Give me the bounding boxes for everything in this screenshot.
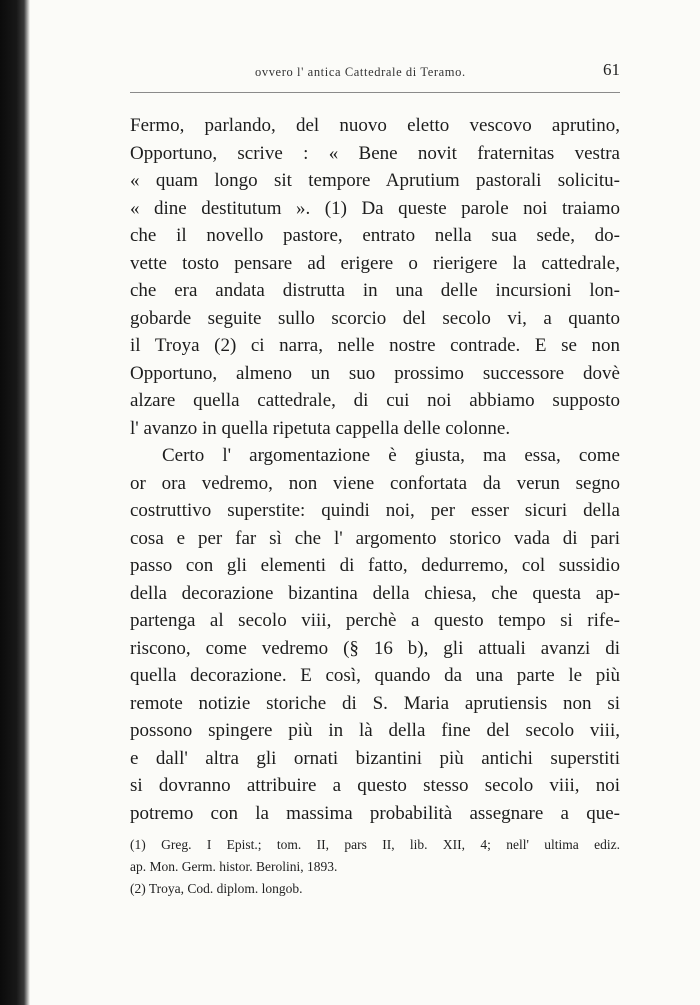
text-line: il Troya (2) ci narra, nelle nostre contrade. E se non bbox=[130, 335, 620, 356]
text-line: costruttivo superstite: quindi noi, per esser sicuri della bbox=[130, 500, 620, 521]
text-line: che era andata distrutta in una delle incursioni lon- bbox=[130, 280, 620, 301]
footnotes bbox=[130, 834, 620, 900]
header-rule bbox=[130, 92, 620, 93]
page-header bbox=[130, 60, 620, 86]
text-line: « quam longo sit tempore Aprutium pastorali solicitu- bbox=[130, 170, 620, 191]
text-line: passo con gli elementi di fatto, dedurremo, col sussidio bbox=[130, 555, 620, 576]
text-line: partenga al secolo viii, perchè a questo tempo si rife- bbox=[130, 610, 620, 631]
text-line: alzare quella cattedrale, di cui noi abbiamo supposto bbox=[130, 390, 620, 411]
text-line: potremo con la massima probabilità assegnare a que- bbox=[130, 802, 620, 824]
text-line: « dine destitutum ». (1) Da queste parole noi traiamo bbox=[130, 197, 620, 219]
footnote-1: (1) Greg. I Epist.; tom. II, pars II, lib. XII, 4; nell' ultima ediz. bbox=[130, 837, 620, 852]
text-line: possono spingere più in là della fine del secolo viii, bbox=[130, 720, 620, 741]
text-line: remote notizie storiche di S. Maria aprutiensis non si bbox=[130, 692, 620, 714]
text-line: Opportuno, scrive : « Bene novit fraternitas vestra bbox=[130, 142, 620, 164]
text-line: vette tosto pensare ad erigere o rierigere la cattedrale, bbox=[130, 252, 620, 274]
text-line: riscono, come vedremo (§ 16 b), gli attuali avanzi di bbox=[130, 637, 620, 659]
text-line: Opportuno, almeno un suo prossimo successore dovè bbox=[130, 362, 620, 384]
body-text bbox=[130, 112, 620, 827]
text-line: l' avanzo in quella ripetuta cappella delle colonne. bbox=[130, 417, 511, 439]
text-line: quella decorazione. E così, quando da una parte le più bbox=[130, 665, 620, 686]
running-title: ovvero l' antica Cattedrale di Teramo. bbox=[255, 65, 466, 79]
footnote-2: (2) Troya, Cod. diplom. longob. bbox=[130, 881, 303, 896]
text-line: Certo l' argomentazione è giusta, ma essa, come bbox=[162, 445, 620, 466]
text-line: e dall' altra gli ornati bizantini più antichi superstiti bbox=[130, 747, 620, 769]
text-line: si dovranno attribuire a questo stesso secolo viii, noi bbox=[130, 775, 620, 796]
page-number: 61 bbox=[603, 60, 620, 79]
text-line: cosa e per far sì che l' argomento storico vada di pari bbox=[130, 527, 620, 549]
footnote-1-continued: ap. Mon. Germ. histor. Berolini, 1893. bbox=[130, 859, 338, 874]
text-line: gobarde seguite sullo scorcio del secolo vi, a quanto bbox=[130, 307, 620, 329]
text-line: della decorazione bizantina della chiesa, che questa ap- bbox=[130, 582, 620, 604]
text-line: Fermo, parlando, del nuovo eletto vescovo aprutino, bbox=[130, 115, 620, 136]
book-spine-shadow bbox=[0, 0, 30, 1005]
text-line: che il novello pastore, entrato nella sua sede, do- bbox=[130, 225, 620, 246]
text-line: or ora vedremo, non viene confortata da verun segno bbox=[130, 472, 620, 494]
